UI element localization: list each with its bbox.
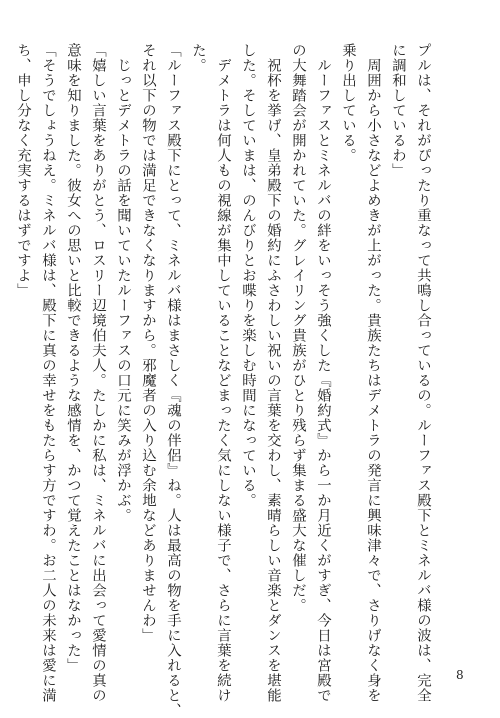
text-line: 意味を知りました。彼女への思いと比較できるような感情を、かつて覚えたことはなかった」 <box>65 43 81 673</box>
text-line: ルーファスとミネルバの絆をいっそう強くした『婚約式』から一か月近くがすぎ、今日は宮殿で <box>315 43 331 703</box>
text-line: 祝杯を挙げ、皇弟殿下の婚約にふさわしい祝いの言葉を交わし、素晴らしい音楽とダンスを堪能 <box>265 43 281 703</box>
text-line: それ以下の物では満足できなくなりますから。邪魔者の入り込む余地などありませんわ」 <box>140 43 156 643</box>
text-line: 「ルーファス殿下にとって、ミネルバ様はまさしく『魂の伴侶』ね。人は最高の物を手に入れると、 <box>165 43 181 718</box>
text-line: 周囲から小さなどよめきが上がった。貴族たちはデメトラの発言に興味津々で、さりげなく身を <box>365 43 381 703</box>
page-number: 8 <box>456 668 464 682</box>
text-line: た。 <box>190 43 206 73</box>
text-line: 「そうでしょうねえ。ミネルバ様は、殿下に真の幸せをもたらす方ですわ。お二人の未来は愛に満 <box>40 43 56 703</box>
text-line: ち、申し分なく充実するはずですよ」 <box>15 43 31 298</box>
text-line: 乗り出している。 <box>340 43 356 163</box>
text-line: プルは、それがぴったり重なって共鳴し合っているの。ルーファス殿下とミネルバ様の波は、完全 <box>415 43 431 703</box>
text-line: の大舞踏会が開かれていた。グレイリング貴族がひとり残らず集まる盛大な催しだ。 <box>290 43 306 613</box>
text-line: した。そしていまは、のんびりとお喋りを楽しむ時間になっている。 <box>240 43 256 508</box>
text-line: デメトラは何人もの視線が集中していることなどまったく気にしない様子で、さらに言葉を続け <box>215 43 231 703</box>
vertical-text-body <box>15 43 435 718</box>
text-line: じっとデメトラの話を聞いていたルーファスの口元に笑みが浮かぶ。 <box>115 43 131 523</box>
text-line: 「嬉しい言葉をありがとう、ロスリー辺境伯夫人。たしかに私は、ミネルバに出会って愛情の真の <box>90 43 106 703</box>
text-line: に調和しているわ」 <box>390 43 406 178</box>
